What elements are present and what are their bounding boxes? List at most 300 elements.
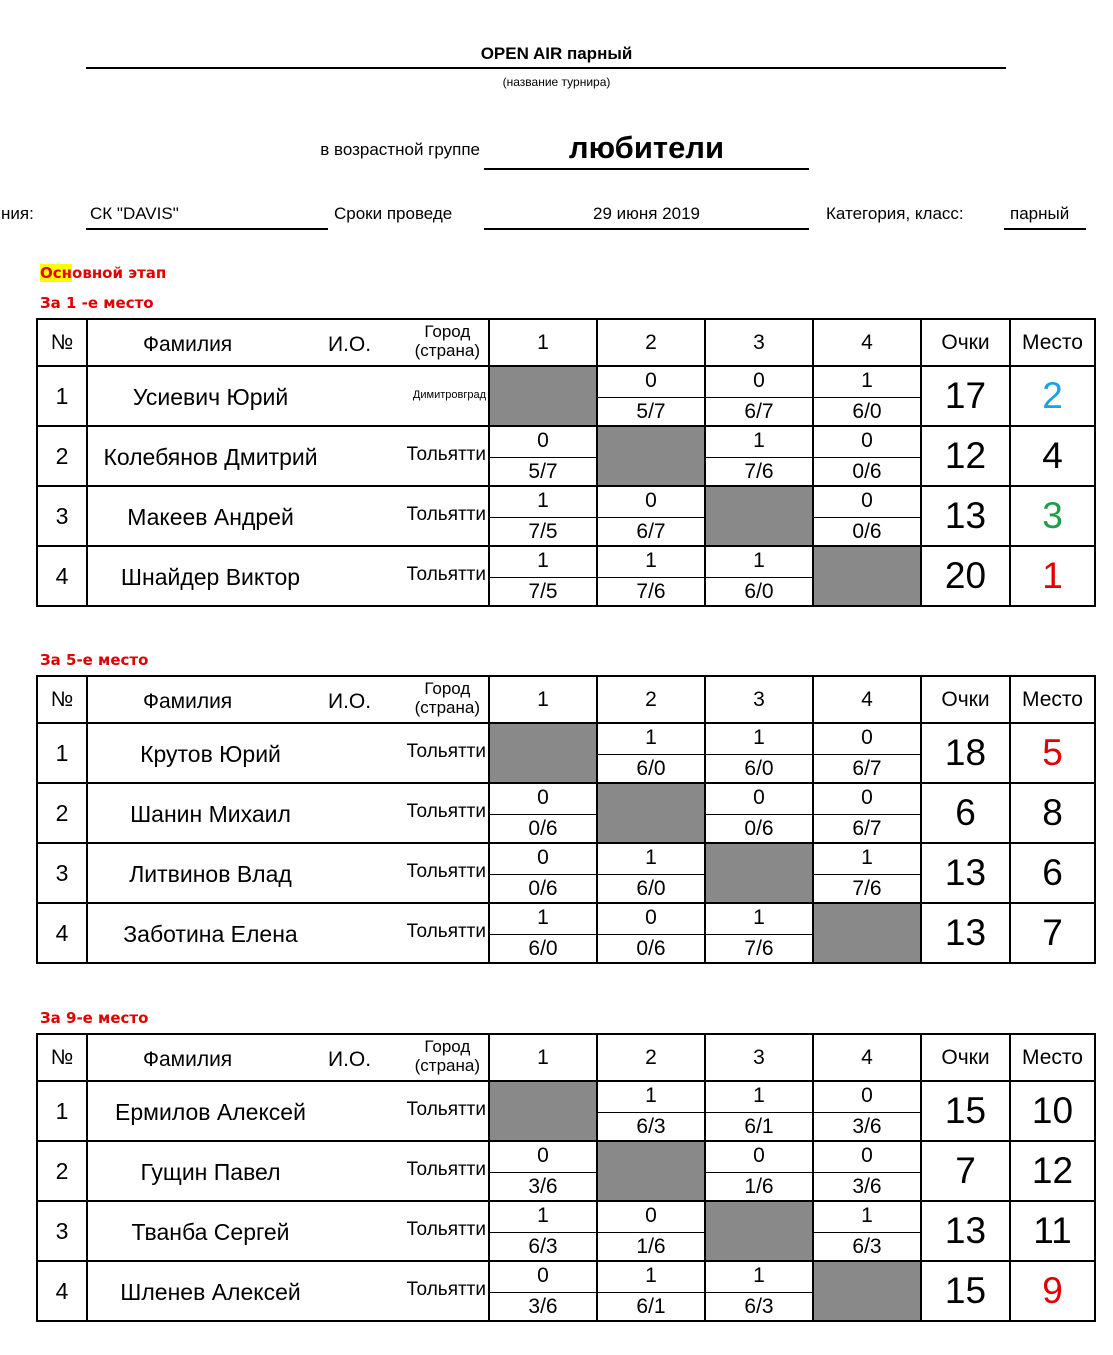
header-surname: Фамилия	[143, 333, 233, 356]
player-name-cell	[87, 783, 489, 843]
match-score-cell	[597, 546, 705, 606]
player-city: Тольятти	[406, 1279, 486, 1300]
self-match-cell	[705, 486, 813, 546]
player-place: 10	[1010, 1081, 1095, 1141]
match-score-cell	[489, 546, 597, 606]
score-divider	[814, 397, 920, 398]
score-divider	[706, 397, 812, 398]
match-score: 7/6	[744, 460, 774, 483]
score-divider	[706, 934, 812, 935]
score-divider	[706, 577, 812, 578]
match-points: 0	[861, 1084, 873, 1107]
player-number: 1	[37, 1081, 87, 1141]
table-row	[37, 1261, 1095, 1321]
self-match-cell	[705, 1201, 813, 1261]
score-divider	[706, 754, 812, 755]
header-opponent-1: 1	[489, 676, 597, 723]
header-city-line1: Город	[424, 679, 471, 698]
match-score-cell	[813, 1141, 921, 1201]
match-score: 0/6	[528, 877, 558, 900]
category-underline	[1004, 228, 1086, 230]
score-divider	[490, 457, 596, 458]
score-divider	[598, 517, 704, 518]
match-score-cell	[597, 366, 705, 426]
header-opponent-4: 4	[813, 1034, 921, 1081]
match-points: 1	[537, 1204, 549, 1227]
player-number: 1	[37, 366, 87, 426]
match-score-cell	[813, 723, 921, 783]
player-number: 2	[37, 1141, 87, 1201]
match-score-cell	[705, 1081, 813, 1141]
score-divider	[706, 1172, 812, 1173]
match-points: 0	[645, 906, 657, 929]
player-place: 3	[1010, 486, 1095, 546]
match-score: 0/6	[852, 520, 882, 543]
header-name-cell	[87, 1034, 489, 1081]
header-name-cell	[87, 676, 489, 723]
stage-title-highlight: Осн	[40, 264, 73, 282]
player-points: 15	[921, 1081, 1010, 1141]
match-score-cell	[705, 903, 813, 963]
score-divider	[814, 1172, 920, 1173]
score-divider	[814, 874, 920, 875]
match-score: 6/0	[636, 757, 666, 780]
match-score-cell	[813, 1081, 921, 1141]
player-place: 2	[1010, 366, 1095, 426]
match-points: 0	[537, 1144, 549, 1167]
tournament-title: OPEN AIR парный	[480, 44, 633, 63]
group-table	[36, 318, 1096, 607]
header-city-line2: (страна)	[414, 698, 480, 717]
header-initials: И.О.	[328, 1048, 372, 1071]
player-name-cell	[87, 366, 489, 426]
match-score-cell	[705, 366, 813, 426]
score-divider	[814, 1232, 920, 1233]
self-match-cell	[489, 366, 597, 426]
player-name-cell	[87, 486, 489, 546]
match-score: 5/7	[528, 460, 558, 483]
age-group-value: любители	[568, 130, 725, 165]
player-points: 18	[921, 723, 1010, 783]
player-points: 17	[921, 366, 1010, 426]
score-divider	[490, 1292, 596, 1293]
player-name-cell	[87, 426, 489, 486]
match-score-cell	[489, 486, 597, 546]
table-row	[37, 1201, 1095, 1261]
player-name: Шленев Алексей	[120, 1279, 301, 1305]
table-row	[37, 1141, 1095, 1201]
player-place: 12	[1010, 1141, 1095, 1201]
table-header-row	[37, 1034, 1095, 1081]
match-score: 6/1	[744, 1115, 774, 1138]
player-name: Шанин Михаил	[130, 801, 291, 827]
player-city: Тольятти	[406, 1219, 486, 1240]
score-divider	[814, 517, 920, 518]
score-divider	[706, 1292, 812, 1293]
player-name-cell	[87, 843, 489, 903]
venue-underline	[86, 228, 328, 230]
self-match-cell	[705, 843, 813, 903]
player-points: 12	[921, 426, 1010, 486]
score-divider	[598, 1292, 704, 1293]
match-points: 1	[861, 846, 873, 869]
match-points: 0	[861, 429, 873, 452]
match-score: 6/0	[744, 757, 774, 780]
player-number: 2	[37, 426, 87, 486]
player-points: 7	[921, 1141, 1010, 1201]
player-points: 6	[921, 783, 1010, 843]
match-points: 1	[645, 726, 657, 749]
match-score-cell	[813, 843, 921, 903]
player-place: 11	[1010, 1201, 1095, 1261]
match-score: 7/5	[528, 580, 558, 603]
table-row	[37, 903, 1095, 963]
player-number: 4	[37, 1261, 87, 1321]
match-score: 7/6	[636, 580, 666, 603]
header-place: Место	[1010, 676, 1095, 723]
table-row	[37, 546, 1095, 606]
match-points: 0	[753, 369, 765, 392]
match-score: 7/6	[852, 877, 882, 900]
player-name: Колебянов Дмитрий	[103, 444, 318, 470]
group-title: За 1 -е место	[40, 294, 154, 312]
score-divider	[814, 1112, 920, 1113]
score-divider	[598, 934, 704, 935]
player-city: Тольятти	[406, 801, 486, 822]
match-points: 1	[645, 1264, 657, 1287]
match-score: 6/0	[744, 580, 774, 603]
match-score: 3/6	[852, 1115, 882, 1138]
player-place: 1	[1010, 546, 1095, 606]
table-row	[37, 1081, 1095, 1141]
player-name-cell	[87, 903, 489, 963]
match-score-cell	[489, 1201, 597, 1261]
header-place: Место	[1010, 319, 1095, 366]
player-number: 2	[37, 783, 87, 843]
header-city-line1: Город	[424, 322, 471, 341]
match-points: 1	[753, 429, 765, 452]
header-surname: Фамилия	[143, 690, 233, 713]
player-name: Гущин Павел	[140, 1159, 281, 1185]
match-score-cell	[813, 486, 921, 546]
player-name: Тванба Сергей	[131, 1219, 290, 1245]
score-divider	[706, 814, 812, 815]
self-match-cell	[813, 546, 921, 606]
player-name-cell	[87, 1201, 489, 1261]
match-score-cell	[597, 1261, 705, 1321]
score-divider	[706, 457, 812, 458]
match-points: 1	[645, 1084, 657, 1107]
match-score: 6/0	[636, 877, 666, 900]
player-number: 3	[37, 1201, 87, 1261]
match-points: 0	[537, 1264, 549, 1287]
score-divider	[706, 1112, 812, 1113]
score-divider	[814, 457, 920, 458]
player-name: Шнайдер Виктор	[120, 564, 301, 590]
score-divider	[814, 754, 920, 755]
stage-title	[40, 264, 166, 282]
match-points: 1	[753, 906, 765, 929]
tournament-subtitle: (название турнира)	[502, 75, 611, 89]
player-city: Тольятти	[406, 504, 486, 525]
player-place: 9	[1010, 1261, 1095, 1321]
match-score-cell	[489, 783, 597, 843]
match-points: 0	[537, 429, 549, 452]
match-score: 6/7	[852, 757, 882, 780]
score-divider	[490, 934, 596, 935]
header-name-cell	[87, 319, 489, 366]
match-score: 6/3	[852, 1235, 882, 1258]
match-score-cell	[813, 783, 921, 843]
header-opponent-3: 3	[705, 1034, 813, 1081]
match-score-cell	[597, 723, 705, 783]
match-score-cell	[813, 426, 921, 486]
header-no: №	[37, 1034, 87, 1081]
self-match-cell	[813, 903, 921, 963]
group-table	[36, 675, 1096, 964]
score-divider	[598, 577, 704, 578]
header-points: Очки	[921, 676, 1010, 723]
match-score-cell	[489, 903, 597, 963]
player-name: Литвинов Влад	[129, 861, 292, 887]
match-score-cell	[489, 426, 597, 486]
match-points: 1	[861, 1204, 873, 1227]
score-divider	[598, 1232, 704, 1233]
player-name-cell	[87, 723, 489, 783]
match-score: 0/6	[528, 817, 558, 840]
match-score-cell	[705, 1261, 813, 1321]
header-points: Очки	[921, 319, 1010, 366]
match-score-cell	[705, 1141, 813, 1201]
dates-underline	[484, 228, 809, 230]
score-divider	[598, 874, 704, 875]
match-points: 1	[861, 369, 873, 392]
match-points: 0	[861, 489, 873, 512]
header-city	[415, 679, 480, 717]
header-opponent-2: 2	[597, 319, 705, 366]
player-city: Тольятти	[406, 921, 486, 942]
player-name-cell	[87, 546, 489, 606]
player-city: Тольятти	[406, 444, 486, 465]
match-score: 6/7	[852, 817, 882, 840]
player-place: 8	[1010, 783, 1095, 843]
match-points: 0	[645, 489, 657, 512]
match-points: 0	[753, 1144, 765, 1167]
header-city-line2: (страна)	[414, 1056, 480, 1075]
self-match-cell	[597, 426, 705, 486]
match-points: 1	[753, 1084, 765, 1107]
player-name: Заботина Елена	[123, 921, 298, 947]
player-name-cell	[87, 1081, 489, 1141]
match-score-cell	[705, 723, 813, 783]
match-points: 1	[753, 549, 765, 572]
match-points: 1	[753, 726, 765, 749]
header-no: №	[37, 676, 87, 723]
player-name: Макеев Андрей	[127, 504, 294, 530]
match-score: 6/0	[528, 937, 558, 960]
header-place: Место	[1010, 1034, 1095, 1081]
match-points: 0	[537, 846, 549, 869]
match-score: 7/6	[744, 937, 774, 960]
player-points: 13	[921, 1201, 1010, 1261]
player-points: 13	[921, 903, 1010, 963]
title-underline	[86, 67, 1006, 69]
player-place: 5	[1010, 723, 1095, 783]
player-city: Тольятти	[406, 1099, 486, 1120]
table-row	[37, 843, 1095, 903]
table-row	[37, 426, 1095, 486]
score-divider	[490, 874, 596, 875]
match-score-cell	[705, 426, 813, 486]
header-city-line2: (страна)	[414, 341, 480, 360]
venue-value: СК "DAVIS"	[90, 204, 179, 223]
match-score-cell	[597, 1201, 705, 1261]
match-points: 0	[861, 786, 873, 809]
category-label: Категория, класс:	[826, 204, 964, 223]
group-title: За 5-е место	[40, 651, 149, 669]
match-score: 0/6	[636, 937, 666, 960]
score-divider	[490, 1232, 596, 1233]
self-match-cell	[597, 1141, 705, 1201]
score-divider	[490, 577, 596, 578]
match-score: 1/6	[636, 1235, 666, 1258]
score-divider	[814, 814, 920, 815]
header-opponent-1: 1	[489, 319, 597, 366]
age-group-label: в возрастной группе	[320, 140, 480, 159]
match-score-cell	[489, 843, 597, 903]
match-score: 6/3	[636, 1115, 666, 1138]
match-points: 0	[645, 1204, 657, 1227]
header-city	[415, 322, 480, 360]
match-score: 6/0	[852, 400, 882, 423]
match-score-cell	[489, 1261, 597, 1321]
match-score: 0/6	[744, 817, 774, 840]
dates-label: Сроки проведе	[334, 204, 453, 223]
header-no: №	[37, 319, 87, 366]
match-points: 1	[753, 1264, 765, 1287]
match-score: 3/6	[852, 1175, 882, 1198]
score-divider	[598, 397, 704, 398]
player-name-cell	[87, 1141, 489, 1201]
self-match-cell	[489, 1081, 597, 1141]
match-points: 0	[753, 786, 765, 809]
header-opponent-4: 4	[813, 319, 921, 366]
header-city-line1: Город	[424, 1037, 471, 1056]
match-points: 1	[537, 906, 549, 929]
player-place: 4	[1010, 426, 1095, 486]
match-score-cell	[597, 843, 705, 903]
match-score: 6/3	[528, 1235, 558, 1258]
player-name-cell	[87, 1261, 489, 1321]
player-number: 3	[37, 843, 87, 903]
match-score: 6/7	[636, 520, 666, 543]
player-name: Усиевич Юрий	[132, 384, 289, 410]
score-divider	[598, 754, 704, 755]
match-score: 7/5	[528, 520, 558, 543]
match-score-cell	[813, 366, 921, 426]
header-surname: Фамилия	[143, 1048, 233, 1071]
player-number: 4	[37, 903, 87, 963]
match-score: 3/6	[528, 1175, 558, 1198]
match-points: 1	[537, 489, 549, 512]
table-row	[37, 783, 1095, 843]
player-name: Ермилов Алексей	[115, 1099, 306, 1125]
match-score: 6/1	[636, 1295, 666, 1318]
match-score-cell	[597, 903, 705, 963]
header-points: Очки	[921, 1034, 1010, 1081]
table-row	[37, 366, 1095, 426]
player-city: Тольятти	[406, 741, 486, 762]
header-opponent-3: 3	[705, 676, 813, 723]
match-points: 0	[861, 1144, 873, 1167]
stage-title-rest: овной этап	[72, 264, 167, 282]
score-divider	[490, 1172, 596, 1173]
player-city: Тольятти	[406, 564, 486, 585]
table-header-row	[37, 319, 1095, 366]
group-table	[36, 1033, 1096, 1322]
player-points: 15	[921, 1261, 1010, 1321]
match-points: 1	[537, 549, 549, 572]
table-header-row	[37, 676, 1095, 723]
header-opponent-3: 3	[705, 319, 813, 366]
player-number: 4	[37, 546, 87, 606]
player-points: 13	[921, 843, 1010, 903]
header-city	[415, 1037, 480, 1075]
self-match-cell	[489, 723, 597, 783]
player-points: 13	[921, 486, 1010, 546]
player-number: 3	[37, 486, 87, 546]
player-place: 7	[1010, 903, 1095, 963]
match-points: 1	[645, 549, 657, 572]
match-points: 0	[645, 369, 657, 392]
player-city: Тольятти	[406, 861, 486, 882]
venue-label: ния:	[1, 204, 34, 223]
table-row	[37, 723, 1095, 783]
score-divider	[598, 1112, 704, 1113]
score-divider	[490, 517, 596, 518]
match-score: 0/6	[852, 460, 882, 483]
player-points: 20	[921, 546, 1010, 606]
player-city: Димитровград	[412, 389, 486, 401]
age-group-underline	[484, 168, 809, 170]
match-score-cell	[705, 783, 813, 843]
match-score: 5/7	[636, 400, 666, 423]
player-place: 6	[1010, 843, 1095, 903]
header-initials: И.О.	[328, 333, 372, 356]
header-initials: И.О.	[328, 690, 372, 713]
match-score: 3/6	[528, 1295, 558, 1318]
match-score-cell	[597, 1081, 705, 1141]
match-score: 1/6	[744, 1175, 774, 1198]
header-opponent-1: 1	[489, 1034, 597, 1081]
self-match-cell	[597, 783, 705, 843]
header-opponent-2: 2	[597, 676, 705, 723]
match-score-cell	[489, 1141, 597, 1201]
match-score: 6/7	[744, 400, 774, 423]
player-name: Крутов Юрий	[140, 741, 281, 767]
player-number: 1	[37, 723, 87, 783]
match-score-cell	[705, 546, 813, 606]
player-city: Тольятти	[406, 1159, 486, 1180]
match-points: 0	[537, 786, 549, 809]
match-score-cell	[813, 1201, 921, 1261]
dates-value: 29 июня 2019	[592, 204, 700, 223]
match-points: 0	[861, 726, 873, 749]
group-title: За 9-е место	[40, 1009, 149, 1027]
header-opponent-4: 4	[813, 676, 921, 723]
match-score-cell	[597, 486, 705, 546]
category-value: парный	[1010, 204, 1070, 223]
